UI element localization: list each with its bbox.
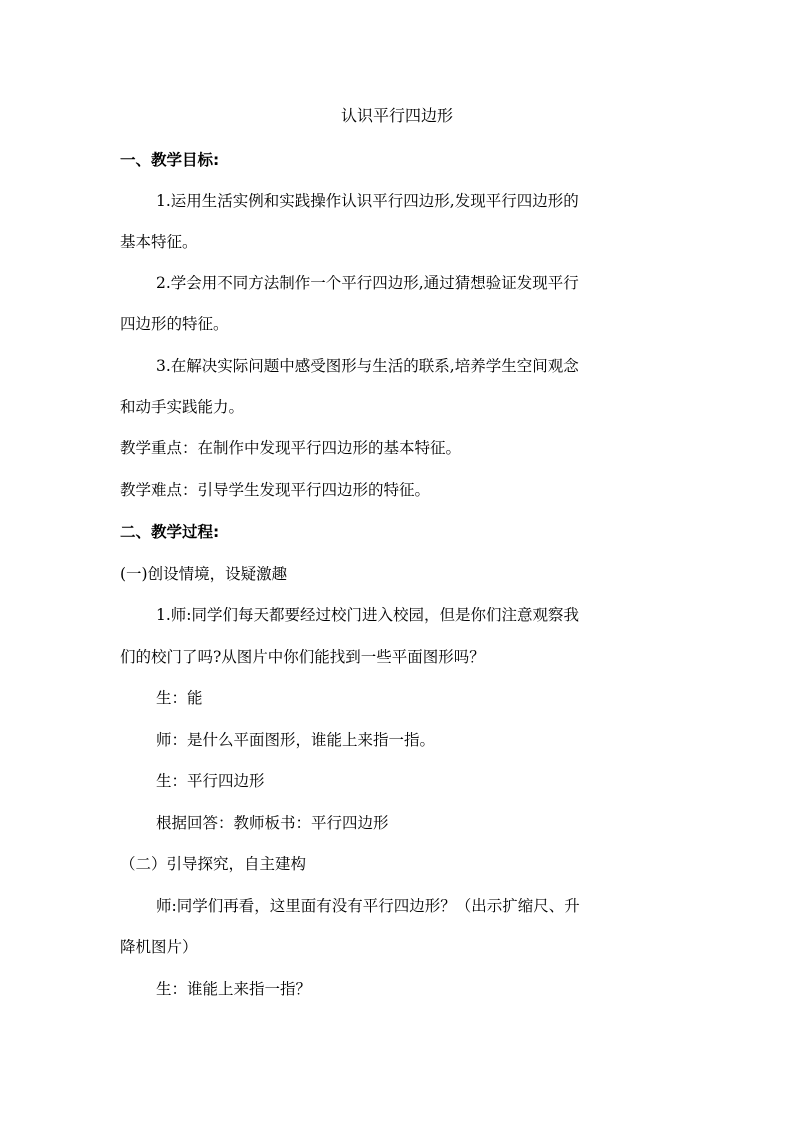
goal-2-line-2: 四边形的特征。 bbox=[120, 315, 229, 333]
subsection-guided-exploration: （二）引导探究，自主建构 bbox=[120, 855, 307, 873]
teaching-difficulty: 教学难点：引导学生发现平行四边形的特征。 bbox=[120, 481, 431, 499]
goal-3-line-1: 3.在解决实际问题中感受图形与生活的联系,培养学生空间观念 bbox=[156, 357, 579, 375]
student-answer-2: 生：平行四边形 bbox=[156, 772, 265, 790]
teacher-question-3-line-2: 降机图片） bbox=[120, 938, 198, 956]
subsection-create-situation: (一)创设情境，设疑激趣 bbox=[120, 565, 288, 583]
document-title: 认识平行四边形 bbox=[340, 106, 453, 125]
section-heading-teaching-goals: 一、教学目标: bbox=[120, 151, 220, 169]
goal-3-line-2: 和动手实践能力。 bbox=[120, 398, 245, 416]
goal-1-line-1: 1.运用生活实例和实践操作认识平行四边形,发现平行四边形的 bbox=[156, 192, 579, 210]
goal-1-line-2: 基本特征。 bbox=[120, 233, 198, 251]
student-answer-1: 生：能 bbox=[156, 689, 203, 707]
goal-2-line-1: 2.学会用不同方法制作一个平行四边形,通过猜想验证发现平行 bbox=[156, 274, 579, 292]
section-heading-teaching-process: 二、教学过程: bbox=[120, 523, 220, 541]
teacher-question-line-2: 们的校门了吗?从图片中你们能找到一些平面图形吗？ bbox=[120, 648, 485, 666]
board-writing-note: 根据回答：教师板书：平行四边形 bbox=[156, 814, 389, 832]
student-answer-3: 生：谁能上来指一指？ bbox=[156, 980, 312, 998]
teacher-question-2: 师：是什么平面图形，谁能上来指一指。 bbox=[156, 731, 436, 749]
teaching-key-point: 教学重点：在制作中发现平行四边形的基本特征。 bbox=[120, 439, 462, 457]
teacher-question-line-1: 1.师:同学们每天都要经过校门进入校园，但是你们注意观察我 bbox=[156, 606, 580, 624]
teacher-question-3-line-1: 师:同学们再看，这里面有没有平行四边形？（出示扩缩尺、升 bbox=[156, 897, 580, 915]
